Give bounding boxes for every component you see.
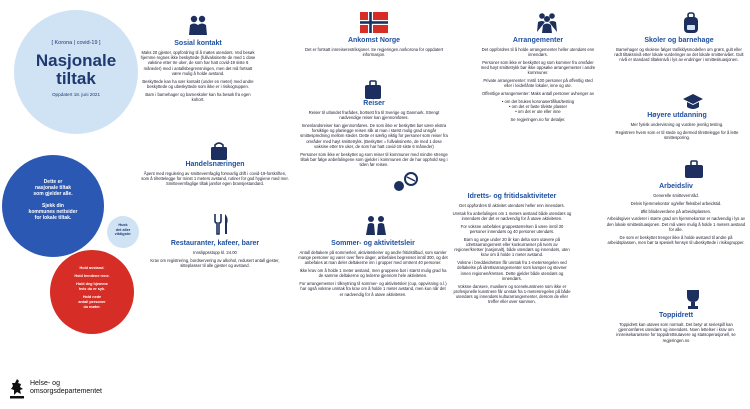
backpack-icon xyxy=(682,12,700,34)
section-text: Voksne dansere, musikere og scenekunstnere som ikke er profesjonelle kunstnere får unntak fra 1-metersregelen på både utendørs og innendørs kulturarrangementer, dersom de eller treffer eller øver sammen. xyxy=(453,283,571,305)
sports-icon xyxy=(393,172,419,192)
section-text: Generelle smittevernråd. xyxy=(653,193,699,198)
hero-circle xyxy=(14,10,138,134)
section-text: Krav om registrering, bordservering av alkohol, redusert antall gjester, sitteplasser til alle gjester og avstand. xyxy=(150,257,280,268)
info-circle xyxy=(2,155,104,257)
section-title: Sommer- og aktivitetsleir xyxy=(331,240,415,247)
section-arrangementer xyxy=(480,37,596,125)
section-sosial-kontakt xyxy=(140,40,256,105)
section-text: Registrere hvem som er til stede og dermed tilrettelegge for å lette smittesporing. xyxy=(615,129,739,140)
rule-line: Hold nede xyxy=(82,295,102,299)
briefcase-icon xyxy=(684,160,704,180)
suitcase-icon xyxy=(364,80,382,100)
rule-line: Hold hendene rene. xyxy=(74,274,110,278)
section-reiser xyxy=(300,100,448,170)
section-restauranter xyxy=(140,240,290,271)
section-hoyere-utdanning xyxy=(608,112,746,143)
section-text: Det er fortsatt innreiserestriksjoner. Se regjeringen.no/korona for oppdatert informasjon. xyxy=(304,47,444,58)
info-line: nasjonale tiltak xyxy=(34,185,72,191)
section-text: Private arrangementer: Inntil 100 personer på offentlig sted eller i leide/lånte lokaler, inne og ute. xyxy=(483,78,593,89)
section-text: Innslippsstopp kl. 24.00 xyxy=(193,250,237,255)
section-text: Maks 20 gjester, oppfordring til å møtes utendørs. Ved besøk hjemme regnes ikke beskyttede (fullvaksinerte de med 1 dose vaksine etter tre uker, de som har hatt covid-19 siste 6 måneder) med i antallsbegrensningen, men det må fortsatt være mulig å holde avstand. xyxy=(140,50,256,76)
section-text: Ikke krav om å holde 1 meter avstand, men gruppene bør i størst mulig grad ha de samme deltakerne og lederne gjennom hele aktiviteten. xyxy=(299,268,447,279)
info-line: som gjelder alle. xyxy=(33,191,73,197)
section-text: Innenlandsreiser kan gjennomføres. De som ikke er beskyttet bør være ekstra forsiktige og planlegge reisen slik at man i størst mulig grad unngår smittespredning mellom steder. Dette er særlig viktig for personer som reiser fra områder med høyt smittetrykk. (Beskyttet = fullvaksinerte, de med 1 dose vaksine etter tre uker, de som har hatt covid-19 siste 6 måneder) xyxy=(300,123,448,149)
section-text: Barn og unge under 20 år kan delta som utøvere på idrettsarrangement eller konkurranser på tvers av regioner/kretser (nasjonalt), både utendørs og innendørs, uten krav om å holde 1 meter avstand. xyxy=(454,236,570,258)
people-group-icon xyxy=(536,11,558,33)
ministry-name-line-2: omsorgsdepartementet xyxy=(30,388,102,395)
rule-line: du møter. xyxy=(83,305,101,309)
section-text: Se regjeringen.no for detaljer. xyxy=(510,117,566,123)
title-line-1: Nasjonale xyxy=(35,51,117,70)
section-title: Handelsnæringen xyxy=(185,161,245,168)
section-title: Restauranter, kafeer, barer xyxy=(170,240,260,247)
section-skoler-barnehage xyxy=(612,37,746,65)
updated-date: Oppdatert 18. juni 2021 xyxy=(51,92,100,97)
section-text: Personer som ikke er beskyttet og som reiser til kommuner med mindre strenge tiltak bør følge anbefalingene som gjelder i kommunen der de har opphold seg i tiden før reisen. xyxy=(300,151,448,168)
rule-line: antall personer xyxy=(78,300,106,304)
rule-line: Hold avstand. xyxy=(79,266,105,270)
section-text: Arbeidsgiver vurderer i større grad om hjemmekontor er nødvendig i lys av den lokale smittesituasjonen. Det må være mulig å holde 1 meters avstand for alle. xyxy=(606,216,746,232)
section-text: For arrangementer i tilknytning til sommer- og aktivitetsleir (cup, oppvisning o.l.) har også voksne unntak fra krav om å holde 1 meter avstand, men kun når det er nødvendig for å utøve aktiviteten. xyxy=(299,281,447,297)
section-arbeidsliv xyxy=(606,183,746,248)
info-line: Sjekk din xyxy=(42,203,64,209)
section-title: Toppidrett xyxy=(658,312,694,319)
page-title xyxy=(14,52,138,88)
section-title: Høyere utdanning xyxy=(647,112,707,119)
section-text: Unntak fra anbefalingen om 1 meters avstand både utendørs og innendørs der det er nødvendig for å utøve aktiviteten. xyxy=(452,210,572,221)
info-line: Dette er xyxy=(43,179,63,185)
section-text: Barn i barnehager og barneskoler kan ha besøk fra egen kohort. xyxy=(145,91,251,102)
section-title: Skoler og barnehage xyxy=(644,37,714,44)
section-handelsnaeringen xyxy=(140,161,290,189)
section-text: Beskyttede kan ha nær kontakt (under en meter) med andre beskyttede og ubeskyttede som ikke er i risikogruppen. xyxy=(142,78,254,89)
section-text: Toppidrett kan utøves som normalt. Det betyr at seriespill kan gjennomføres utendørs og innendørs. Noen lettelser i krav om innreisekarantene for toppidrettsutøvere og statsoperasjonell, se regjeringen.no xyxy=(616,322,736,343)
section-text: Økt bliodeverdene på arbeidsplassen. xyxy=(640,208,712,214)
shopping-bag-icon xyxy=(209,141,229,161)
camp-icon xyxy=(365,214,387,236)
section-title: Ankomst Norge xyxy=(347,37,401,44)
section-text: Antall deltakere på sommerleir, aktivitetsleirer og andre fritidstilbud, som samler mange personer og varer over flere dager, anbefales begrenset inntil 300, og det anbefales at man deler deltakerne inn i grupper med omtrent 40 personer. xyxy=(298,250,448,266)
info-line: kommunes nettsider xyxy=(28,209,78,215)
section-text: De som er beskyttet trenger ikke å holde avstand til andre på arbeidsplassen, men bør ta spesielt hensyn til ubeskyttede i risikogrupper. xyxy=(607,234,745,245)
ministry-lion-logo xyxy=(8,378,26,400)
section-title: Reiser xyxy=(363,100,385,107)
reminder-text: Husk det aller viktigste: xyxy=(114,223,132,237)
hero-tag: [ Korona | covid-19 ] xyxy=(51,40,101,46)
people-icon xyxy=(187,14,209,36)
reminder-circle xyxy=(107,216,139,248)
section-bullet: • om det er faste tilviste plasser xyxy=(508,104,568,110)
section-title: Sosial kontakt xyxy=(174,40,222,47)
section-text: Reiser til utlandet frarådes, bortsett fra til Sverige og Danmark. Strengt nødvendige reiser kan gjennomføres. xyxy=(308,110,440,121)
section-text: Offentlige arrangementer: Maks antall personer avhenger av xyxy=(482,91,594,97)
norway-flag-icon xyxy=(360,12,388,33)
section-title: Arbeidsliv xyxy=(659,183,693,190)
trophy-icon xyxy=(684,288,702,310)
rule-line: hvis du er syk. xyxy=(78,287,106,291)
graduation-cap-icon xyxy=(682,93,704,111)
rule-line: Hold deg hjemme xyxy=(76,282,108,286)
section-text: For voksne anbefales gruppestørrelsen å være inntil 30 personer innendørs og 40 personer utendørs. xyxy=(460,223,564,234)
section-text: Personer som ikke er beskyttet og som kommer fra områder med høyt smittetrykk bør ikke oppsøke arrangementer i andre kommuner. xyxy=(480,60,596,76)
section-title: Arrangementer xyxy=(512,37,564,44)
rules-circle xyxy=(50,250,134,334)
section-toppidrett xyxy=(606,312,746,345)
title-line-2: tiltak xyxy=(56,69,96,88)
section-text: Delvis hjemmekontor og/eller fleksibel arbeidstid. xyxy=(630,200,722,206)
section-text: Barnehager og skolene følger trafikklysmodellen om grønt, gult eller rødt tiltaksnivå etter lokale vurderinger av det lokale smittenivået. Gult nivå er standard tiltaksnivå i lys av endringer i smittesituasjonen. xyxy=(614,47,744,63)
section-ankomst-norge xyxy=(300,37,448,60)
section-bullet: • om det er ute eller inne xyxy=(515,109,561,115)
section-text: Det oppfordres til aktivitet utendørs heller enn innendørs. xyxy=(459,203,565,208)
section-bullet: • om det brukes koronasertifikat/testing xyxy=(501,99,575,104)
section-text: Mer fysisk undervisning og vurdere jevnlig testing. xyxy=(630,122,724,127)
restaurant-icon xyxy=(212,213,230,235)
section-idrett-fritid xyxy=(452,193,572,307)
section-title: Idretts- og fritidsaktiviteter xyxy=(467,193,557,200)
ministry-name-line-1: Helse- og xyxy=(30,380,60,387)
section-text: Det oppfordres til å holde arrangementer heller utendørs enn innendørs. xyxy=(481,47,595,58)
section-sommer-aktivitetsleir xyxy=(298,240,448,299)
section-text: Voksne i breddeidretten får unntak fra 1-metersregelen ved deltakelse på idrettsarrangementer som kamper og stevner innen regionen/kretsen. Dette gjelder både utendørs og innendørs. xyxy=(457,260,567,281)
ministry-name xyxy=(30,380,102,396)
section-text: Åpent med regulering av smittevernfaglig forsvarlig drift i covid-19-forskriften, som å tilrettelegge for minst 1 meters avstand, rutiner for god hygiene med mer. Smittevernfaglige tiltak jamfør egen bransjestandard. xyxy=(141,171,289,187)
info-line: for lokale tiltak. xyxy=(34,215,72,221)
